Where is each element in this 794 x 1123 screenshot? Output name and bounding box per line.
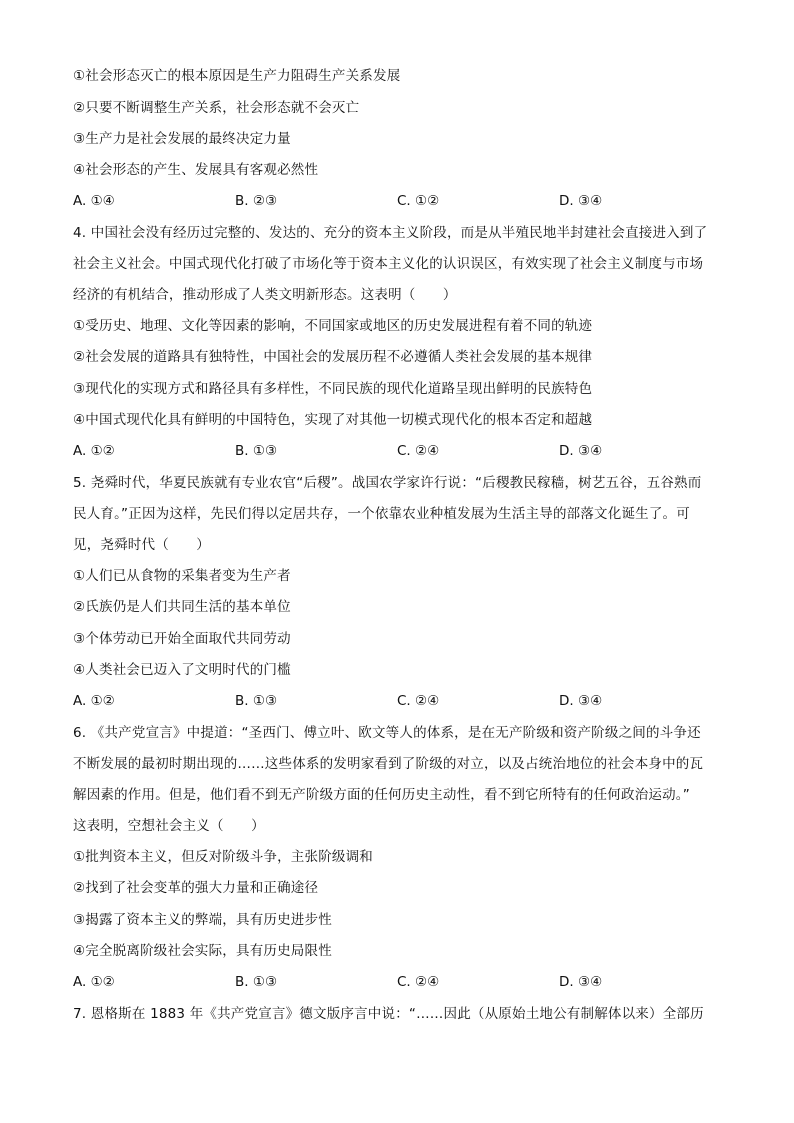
q6-stem-line-3: 解因素的作用。但是，他们看不到无产阶级方面的任何历史主动性，看不到它所特有的任何政治运动。” [73,787,690,803]
q5-stem-line-3: 见，尧舜时代（ ） [73,537,210,553]
q4-statement-3: ③现代化的实现方式和路径具有多样性，不同民族的现代化道路呈现出鲜明的民族特色 [73,381,593,397]
q3-option-a: A. ①④ [73,193,115,209]
q4-options [73,441,733,461]
q6-option-c: C. ②④ [397,974,440,990]
q3-statement-4: ④社会形态的产生、发展具有客观必然性 [73,162,319,178]
q4-statement-4: ④中国式现代化具有鲜明的中国特色，实现了对其他一切模式现代化的根本否定和超越 [73,412,593,428]
q4-stem-line-2: 社会主义社会。中国式现代化打破了市场化等于资本主义化的认识误区，有效实现了社会主义制度与市场 [73,256,704,272]
q5-option-b: B. ①③ [235,693,278,709]
q6-statement-3: ③揭露了资本主义的弊端，具有历史进步性 [73,912,332,928]
q6-options [73,972,733,992]
q5-option-d: D. ③④ [559,693,603,709]
q4-stem-line-3: 经济的有机结合，推动形成了人类文明新形态。这表明（ ） [73,287,457,303]
q6-statement-2: ②找到了社会变革的强大力量和正确途径 [73,880,319,896]
q4-option-d: D. ③④ [559,443,603,459]
q5-statement-4: ④人类社会已迈入了文明时代的门槛 [73,662,291,678]
q7-stem-line-1: 7. 恩格斯在 1883 年《共产党宣言》德文版序言中说：“……因此（从原始土地公有制解体以来）全部历 [73,1006,704,1022]
q4-option-c: C. ②④ [397,443,440,459]
q4-option-a: A. ①② [73,443,115,459]
q5-options [73,691,733,711]
q6-stem-line-1: 6. 《共产党宣言》中提道：“圣西门、傅立叶、欧文等人的体系，是在无产阶级和资产阶级之间的斗争还 [73,725,701,741]
q6-option-a: A. ①② [73,974,115,990]
q4-statement-1: ①受历史、地理、文化等因素的影响，不同国家或地区的历史发展进程有着不同的轨迹 [73,318,593,334]
q6-option-d: D. ③④ [559,974,603,990]
q6-statement-4: ④完全脱离阶级社会实际，具有历史局限性 [73,943,332,959]
q5-statement-3: ③个体劳动已开始全面取代共同劳动 [73,631,291,647]
q3-statement-2: ②只要不断调整生产关系，社会形态就不会灭亡 [73,100,360,116]
q3-statement-3: ③生产力是社会发展的最终决定力量 [73,131,291,147]
q3-options [73,191,733,211]
q4-stem-line-1: 4. 中国社会没有经历过完整的、发达的、充分的资本主义阶段，而是从半殖民地半封建社会直接进入到了 [73,225,708,241]
q3-option-c: C. ①② [397,193,440,209]
q5-stem-line-2: 民人育。”正因为这样，先民们得以定居共存，一个依靠农业种植发展为生活主导的部落文化诞生了。可 [73,506,690,522]
q3-option-b: B. ②③ [235,193,278,209]
q6-statement-1: ①批判资本主义，但反对阶级斗争，主张阶级调和 [73,849,374,865]
q6-stem-line-4: 这表明，空想社会主义（ ） [73,818,265,834]
q3-option-d: D. ③④ [559,193,603,209]
q5-option-a: A. ①② [73,693,115,709]
q5-statement-1: ①人们已从食物的采集者变为生产者 [73,568,291,584]
q5-stem-line-1: 5. 尧舜时代，华夏民族就有专业农官“后稷”。战国农学家许行说：“后稷教民稼穑，树艺五谷，五谷熟而 [73,475,702,491]
q5-option-c: C. ②④ [397,693,440,709]
q5-statement-2: ②氏族仍是人们共同生活的基本单位 [73,599,291,615]
q6-stem-line-2: 不断发展的最初时期出现的……这些体系的发明家看到了阶级的对立，以及占统治地位的社会本身中的瓦 [73,756,704,772]
q3-statement-1: ①社会形态灭亡的根本原因是生产力阻碍生产关系发展 [73,68,401,84]
q6-option-b: B. ①③ [235,974,278,990]
q4-option-b: B. ①③ [235,443,278,459]
q4-statement-2: ②社会发展的道路具有独特性，中国社会的发展历程不必遵循人类社会发展的基本规律 [73,349,593,365]
